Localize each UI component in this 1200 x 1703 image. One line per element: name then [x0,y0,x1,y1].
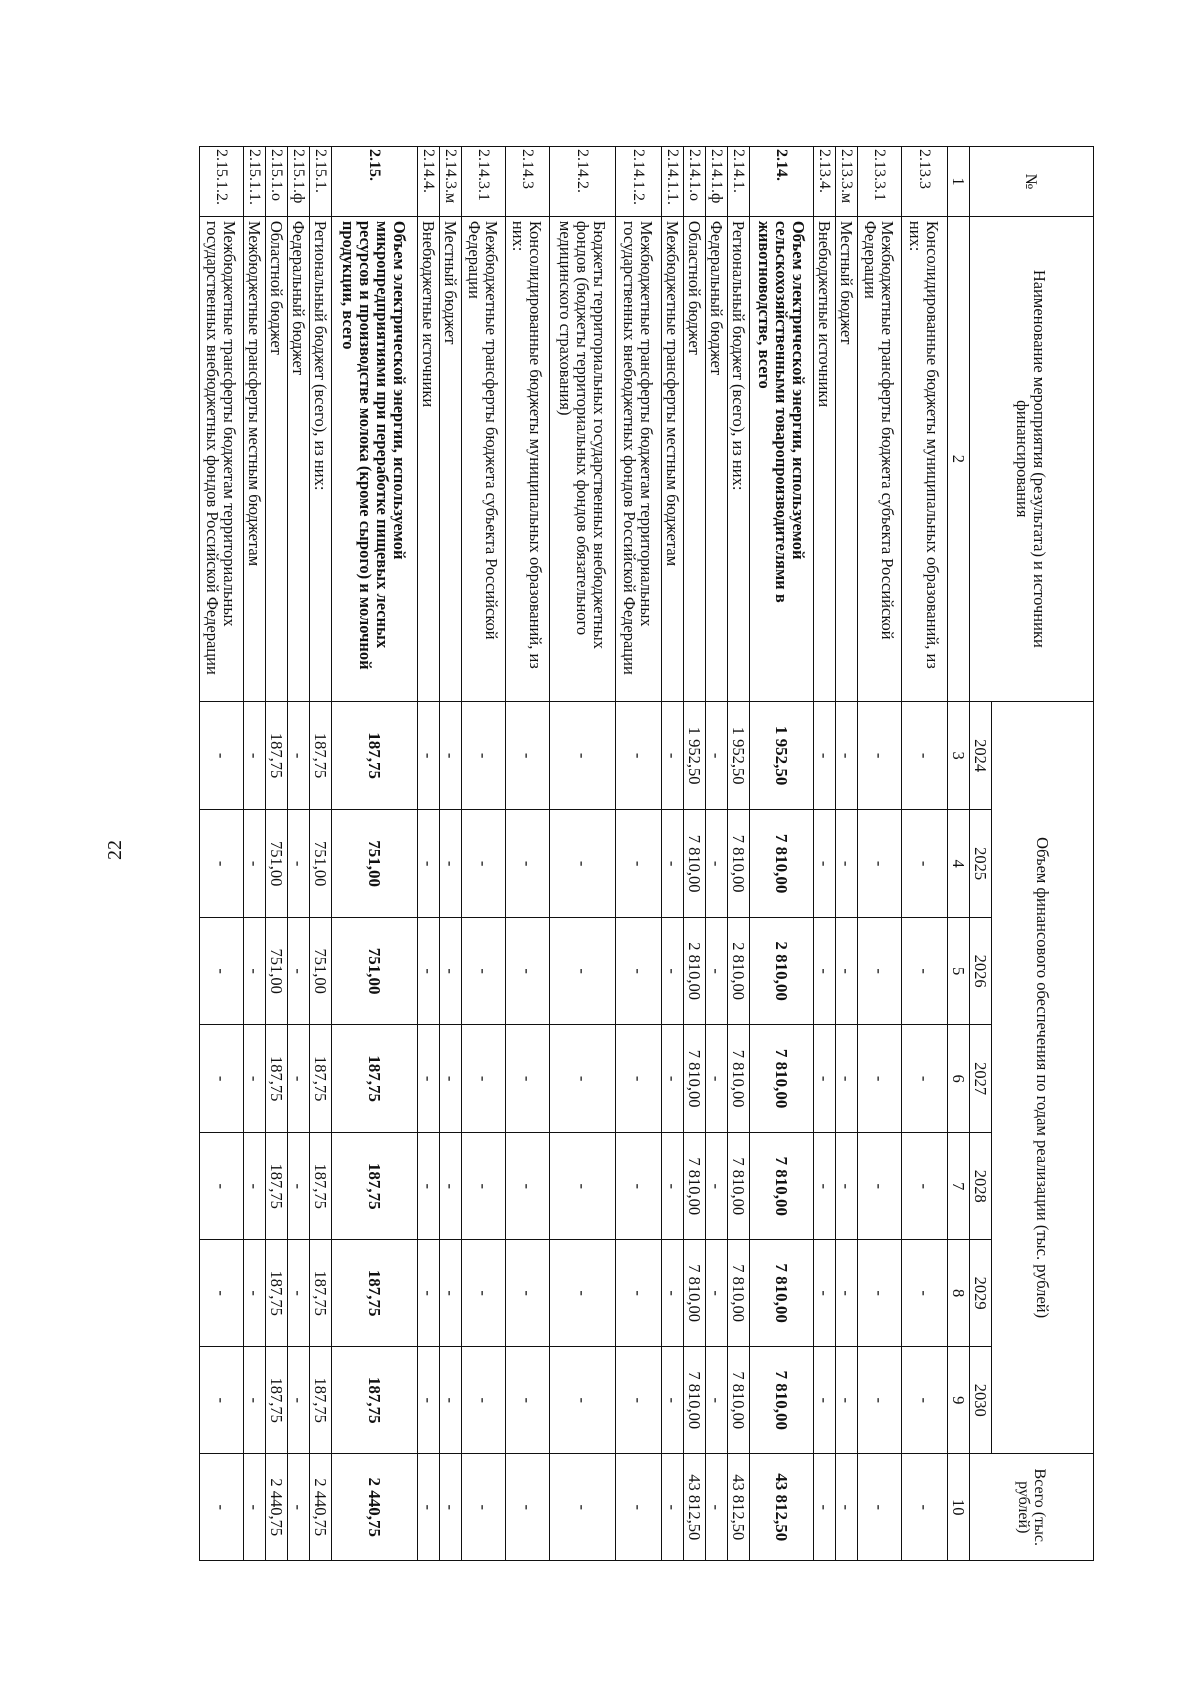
row-year-value: - [814,1132,836,1240]
row-code: 2.14.1.2. [616,147,662,217]
row-year-value: - [506,1025,550,1133]
row-year-value: - [200,917,244,1025]
row-year-value: 1 952,50 [684,701,706,810]
row-year-value: - [418,1025,440,1133]
row-year-value: - [550,1240,616,1346]
row-year-value: 7 810,00 [684,1132,706,1240]
row-code: 2.14.1. [728,147,750,217]
row-year-value: 2 810,00 [684,917,706,1025]
row-year-value: - [440,917,462,1025]
row-total-value: - [288,1454,310,1561]
row-year-value: - [200,701,244,810]
row-total-value: 43 812,50 [728,1454,750,1561]
row-year-value: 187,75 [266,1025,288,1133]
table-row [616,147,662,1561]
row-year-value: - [418,917,440,1025]
row-year-value: - [902,1132,948,1240]
row-year-value: - [902,1025,948,1133]
header-number: № [970,147,1094,217]
row-year-value: - [662,701,684,810]
row-year-value: - [836,701,858,810]
row-year-value: 7 810,00 [728,1132,750,1240]
row-year-value: - [200,1025,244,1133]
row-year-value: - [244,810,266,918]
row-year-value: - [814,810,836,918]
row-year-value: - [706,1025,728,1133]
row-name: Межбюджетные трансферты местным бюджетам [244,216,266,701]
row-year-value: - [662,917,684,1025]
row-year-value: - [288,1346,310,1454]
row-code: 2.15.1.2. [200,147,244,217]
row-year-value: - [200,1240,244,1346]
row-year-value: 187,75 [310,1132,332,1240]
row-name: Региональный бюджет (всего), из них: [310,216,332,701]
row-code: 2.14.1.1. [662,147,684,217]
row-year-value: - [244,1346,266,1454]
row-year-value: 7 810,00 [750,1132,814,1240]
row-year-value: - [814,1240,836,1346]
row-year-value: 187,75 [332,1025,418,1133]
row-year-value: - [836,1346,858,1454]
row-year-value: - [616,1240,662,1346]
column-number-cell: 9 [948,1346,970,1454]
row-year-value: - [814,1346,836,1454]
table-row [506,147,550,1561]
row-name: Бюджеты территориальных государственных внебюджетных фондов (бюджеты территориальных фондов обязательного медицинского страхования) [550,216,616,701]
row-code: 2.14.4. [418,147,440,217]
row-year-value: 187,75 [266,701,288,810]
row-year-value: - [244,1025,266,1133]
row-year-value: 187,75 [266,1346,288,1454]
row-year-value: - [288,1240,310,1346]
column-number-cell: 8 [948,1240,970,1346]
row-year-value: - [814,917,836,1025]
row-total-value: - [440,1454,462,1561]
financing-table [199,146,1094,1561]
row-year-value: - [418,810,440,918]
row-year-value: - [858,917,902,1025]
row-code: 2.14.2. [550,147,616,217]
row-year-value: - [506,1240,550,1346]
row-code: 2.14.3.1 [462,147,506,217]
row-year-value: - [462,1240,506,1346]
row-year-value: - [858,701,902,810]
row-year-value: - [836,1132,858,1240]
row-year-value: - [462,701,506,810]
row-year-value: 7 810,00 [750,1346,814,1454]
row-year-value: - [506,810,550,918]
row-name: Межбюджетные трансферты бюджета субъекта Российской Федерации [858,216,902,701]
row-total-value: - [662,1454,684,1561]
row-year-value: 187,75 [332,701,418,810]
row-year-value: - [616,1346,662,1454]
row-year-value: - [858,1025,902,1133]
row-year-value: 187,75 [266,1240,288,1346]
row-year-value: - [902,810,948,918]
row-year-value: - [288,701,310,810]
row-year-value: - [706,1132,728,1240]
row-total-value: - [902,1454,948,1561]
column-number-cell: 1 [948,147,970,217]
row-total-value: - [836,1454,858,1561]
row-year-value: - [858,810,902,918]
row-year-value: - [288,917,310,1025]
column-number-cell: 4 [948,810,970,918]
row-year-value: 751,00 [310,917,332,1025]
row-year-value: 7 810,00 [684,1346,706,1454]
row-name: Межбюджетные трансферты бюджета субъекта Российской Федерации [462,216,506,701]
row-code: 2.14.1.о [684,147,706,217]
row-year-value: 7 810,00 [728,1240,750,1346]
table-row [440,147,462,1561]
row-year-value: 7 810,00 [750,1025,814,1133]
table-row [418,147,440,1561]
row-year-value: - [244,917,266,1025]
row-year-value: - [706,810,728,918]
row-year-value: - [836,1025,858,1133]
row-year-value: - [706,701,728,810]
row-year-value: - [288,1025,310,1133]
row-year-value: - [506,701,550,810]
header-year: 2025 [970,810,992,918]
header-row-main [992,147,1094,1561]
row-name: Межбюджетные трансферты бюджетам территориальных государственных внебюджетных фондов Российской Федерации [200,216,244,701]
header-years-group: Объем финансового обеспечения по годам реализации (тыс. рублей) [992,701,1094,1454]
row-name: Межбюджетные трансферты бюджетам территориальных государственных внебюджетных фондов Российской Федерации [616,216,662,701]
row-total-value: - [244,1454,266,1561]
row-year-value: - [836,1240,858,1346]
row-year-value: - [902,1346,948,1454]
row-total-value: 2 440,75 [310,1454,332,1561]
row-total-value: - [200,1454,244,1561]
row-year-value: - [662,1240,684,1346]
row-year-value: 7 810,00 [684,1240,706,1346]
row-year-value: - [200,1132,244,1240]
row-year-value: - [418,1132,440,1240]
row-year-value: - [462,917,506,1025]
row-code: 2.15.1.ф [288,147,310,217]
row-code: 2.14.3.м [440,147,462,217]
row-year-value: - [462,1132,506,1240]
row-total-value: - [814,1454,836,1561]
row-year-value: - [550,1025,616,1133]
row-year-value: - [706,1240,728,1346]
row-year-value: - [550,701,616,810]
row-year-value: 751,00 [332,917,418,1025]
header-year: 2030 [970,1346,992,1454]
row-year-value: - [616,810,662,918]
row-year-value: 7 810,00 [750,810,814,918]
row-year-value: 751,00 [266,917,288,1025]
row-name: Внебюджетные источники [418,216,440,701]
row-year-value: - [616,1132,662,1240]
column-number-cell: 3 [948,701,970,810]
table-row [462,147,506,1561]
row-name: Консолидированные бюджеты муниципальных образований, из них: [506,216,550,701]
row-year-value: - [462,1346,506,1454]
row-year-value: 187,75 [310,701,332,810]
row-name: Местный бюджет [836,216,858,701]
row-year-value: - [506,917,550,1025]
header-year: 2028 [970,1132,992,1240]
row-year-value: - [662,810,684,918]
row-year-value: 7 810,00 [684,1025,706,1133]
row-year-value: - [418,1240,440,1346]
row-year-value: - [662,1025,684,1133]
row-year-value: - [616,917,662,1025]
row-year-value: 7 810,00 [728,1346,750,1454]
row-name: Федеральный бюджет [706,216,728,701]
row-year-value: - [440,701,462,810]
row-year-value: - [814,701,836,810]
row-year-value: 187,75 [310,1025,332,1133]
row-name: Объем электрической энергии, используемой сельскохозяйственными товаропроизводителями в животноводстве, всего [750,216,814,701]
row-year-value: - [902,917,948,1025]
row-total-value: 43 812,50 [750,1454,814,1561]
row-year-value: - [706,917,728,1025]
row-code: 2.13.3.м [836,147,858,217]
row-year-value: 7 810,00 [750,1240,814,1346]
row-year-value: 751,00 [266,810,288,918]
row-year-value: - [706,1346,728,1454]
row-code: 2.14.3 [506,147,550,217]
row-year-value: - [616,1025,662,1133]
row-year-value: 2 810,00 [750,917,814,1025]
row-name: Консолидированные бюджеты муниципальных образований, из них: [902,216,948,701]
row-name: Областной бюджет [266,216,288,701]
row-year-value: - [418,701,440,810]
row-code: 2.15.1. [310,147,332,217]
table-row [662,147,684,1561]
row-year-value: 751,00 [310,810,332,918]
row-year-value: 1 952,50 [728,701,750,810]
header-year: 2024 [970,701,992,810]
row-code: 2.14.1.ф [706,147,728,217]
row-year-value: - [462,810,506,918]
row-year-value: - [506,1132,550,1240]
row-year-value: - [550,1346,616,1454]
header-year: 2027 [970,1025,992,1133]
header-row-column-numbers [948,147,970,1561]
row-year-value: 187,75 [332,1240,418,1346]
row-year-value: 187,75 [310,1240,332,1346]
table-body [200,147,948,1561]
header-name: Наименование мероприятия (результата) и источники финансирования [970,216,1094,701]
column-number-cell: 10 [948,1454,970,1561]
table-row [684,147,706,1561]
row-total-value: - [462,1454,506,1561]
row-year-value: - [440,1132,462,1240]
row-total-value: - [706,1454,728,1561]
row-year-value: - [662,1132,684,1240]
row-year-value: - [858,1132,902,1240]
row-year-value: 7 810,00 [728,810,750,918]
table-row [858,147,902,1561]
row-code: 2.15. [332,147,418,217]
row-total-value: - [858,1454,902,1561]
row-year-value: 187,75 [332,1346,418,1454]
table-row [728,147,750,1561]
row-year-value: - [244,1240,266,1346]
header-total: Всего (тыс. рублей) [970,1454,1094,1561]
row-year-value: - [814,1025,836,1133]
row-year-value: 1 952,50 [750,701,814,810]
row-year-value: - [440,1240,462,1346]
row-name: Межбюджетные трансферты местным бюджетам [662,216,684,701]
row-name: Объем электрической энергии, используемой микропредприятиями при переработке пищевых лесных ресурсов и производстве молока (кроме сырого) и молочной продукции, всего [332,216,418,701]
row-name: Областной бюджет [684,216,706,701]
row-year-value: 187,75 [266,1132,288,1240]
row-code: 2.15.1.1. [244,147,266,217]
row-year-value: 7 810,00 [728,1025,750,1133]
row-year-value: - [616,701,662,810]
row-year-value: 7 810,00 [684,810,706,918]
rotated-table-container [198,146,1094,1561]
column-number-cell: 7 [948,1132,970,1240]
row-year-value: - [440,1346,462,1454]
row-code: 2.13.3 [902,147,948,217]
row-year-value: - [858,1346,902,1454]
row-code: 2.15.1.о [266,147,288,217]
table-row [200,147,244,1561]
row-name: Местный бюджет [440,216,462,701]
row-year-value: - [288,810,310,918]
row-year-value: - [244,701,266,810]
row-year-value: 751,00 [332,810,418,918]
row-total-value: - [418,1454,440,1561]
row-total-value: 43 812,50 [684,1454,706,1561]
table-row [244,147,266,1561]
column-number-cell: 2 [948,216,970,701]
row-year-value: - [836,810,858,918]
row-total-value: - [550,1454,616,1561]
row-year-value: - [902,1240,948,1346]
row-year-value: 2 810,00 [728,917,750,1025]
row-code: 2.14. [750,147,814,217]
row-year-value: - [858,1240,902,1346]
row-name: Федеральный бюджет [288,216,310,701]
row-total-value: - [506,1454,550,1561]
row-year-value: 187,75 [332,1132,418,1240]
row-code: 2.13.4. [814,147,836,217]
row-code: 2.13.3.1 [858,147,902,217]
column-number-cell: 5 [948,917,970,1025]
row-year-value: - [440,1025,462,1133]
row-total-value: - [616,1454,662,1561]
row-year-value: - [440,810,462,918]
row-year-value: - [550,810,616,918]
table-row [902,147,948,1561]
row-year-value: - [506,1346,550,1454]
row-year-value: - [550,1132,616,1240]
table-row [750,147,814,1561]
table-row [288,147,310,1561]
table-row [814,147,836,1561]
row-year-value: 187,75 [310,1346,332,1454]
table-row [706,147,728,1561]
table-row [266,147,288,1561]
table-row [836,147,858,1561]
row-name: Региональный бюджет (всего), из них: [728,216,750,701]
row-year-value: - [462,1025,506,1133]
header-year: 2029 [970,1240,992,1346]
table-row [332,147,418,1561]
row-year-value: - [200,1346,244,1454]
row-year-value: - [244,1132,266,1240]
row-year-value: - [836,917,858,1025]
row-year-value: - [662,1346,684,1454]
page-number: 22 [104,840,126,860]
row-year-value: - [200,810,244,918]
row-year-value: - [550,917,616,1025]
row-total-value: 2 440,75 [332,1454,418,1561]
header-year: 2026 [970,917,992,1025]
row-year-value: - [902,701,948,810]
row-total-value: 2 440,75 [266,1454,288,1561]
table-row [310,147,332,1561]
row-year-value: - [288,1132,310,1240]
column-number-cell: 6 [948,1025,970,1133]
table-row [550,147,616,1561]
row-year-value: - [418,1346,440,1454]
row-name: Внебюджетные источники [814,216,836,701]
